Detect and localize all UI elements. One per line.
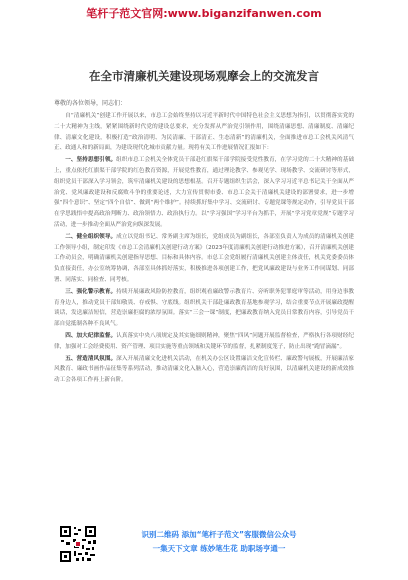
section-paragraph xyxy=(54,331,354,353)
site-header: 笔杆子范文官网:www.biganzifanwen.com xyxy=(86,7,322,20)
section-paragraph xyxy=(54,354,354,386)
section-text: 深入开展清廉文化进机关活动，在机关办公区设置廉洁文化宣传栏、廉政警句展板，开展廉洁家风教育、廉政书画作品征集等系列活动，推动清廉文化入脑入心，营造崇廉尚洁的良好氛围，以清廉机关建设的新成效推动工会各项工作再上新台阶。 xyxy=(54,355,354,384)
section-heading: 五、营造清风氛围。 xyxy=(65,355,117,362)
footer-text xyxy=(104,528,334,556)
document-page xyxy=(54,44,354,499)
document-title: 在全市清廉机关建设现场观摩会上的交流发言 xyxy=(89,69,319,83)
section-paragraph xyxy=(54,155,354,231)
footer-line-2: 一集天下文章 练妙笔生花 助职场亨通一 xyxy=(152,544,286,553)
salutation: 尊敬的各位领导，同志们： xyxy=(54,100,127,107)
section-heading: 一、坚持思想引领。 xyxy=(65,157,117,164)
section-text: 持续开展廉政风险防控教育，组织观看廉政警示教育片、旁听职务犯罪庭审等活动，用身边事教育身边人，推动党员干部知敬畏、存戒惧、守底线。组织机关干部赴廉政教育基地参观学习，结合重要节点开展廉政提醒谈话，发送廉洁短信，营造崇廉拒腐的浓厚氛围。落实“三会一课”制度，把廉政教育纳入党员日常教育内容，引导党员干部自觉抵制各种不良风气。 xyxy=(54,288,354,328)
section-heading: 二、健全组织领导。 xyxy=(65,233,117,240)
section-paragraph xyxy=(54,232,354,286)
footer-banner xyxy=(0,520,408,570)
section-heading: 四、加大纪律监督。 xyxy=(65,332,117,339)
qr-code-icon[interactable] xyxy=(58,524,98,564)
section-text: 成立以党组书记、常务副主席为组长，党组成员为副组长，各部室负责人为成员的清廉机关创建工作领导小组，制定印发《市总工会清廉机关创建行动方案》（2023年度清廉机关创建行动推进方案），召开清廉机关创建工作动员会，明确清廉机关创建指导思想、目标和具体内容。市总工会党组履行清廉机关创建主体责任，机关党委委员体负直接责任，办公室统筹协调，各部室具体抓好落实，积极推进各项创建工作，把党风廉政建设与业务工作同谋划、同部署、同落实、同检查、同考核。 xyxy=(54,233,354,283)
intro-paragraph: 自“清廉机关”创建工作开展以来，市总工会始终坚持以习近平新时代中国特色社会主义思想为指引，以贯彻落实党的二十大精神为主线，紧紧围绕新时代党的建设总要求，充分发挥从严治党引领作用，围绕清廉思想、清廉制度、清廉纪律、清廉文化建设，积极打造“政治清明、为民清廉、干部清正、生态清新”的清廉机关，全面推进市总工会机关风清气正、政通人和的新局面，为建设现代化城市贡献力量。现将有关工作进展情况汇报如下： xyxy=(54,113,354,152)
footer-line-1: 识别二维码 添加“笔杆子范文”客服微信公众号 xyxy=(141,530,297,539)
section-paragraph xyxy=(54,287,354,330)
section-text: 认真落实中央八项规定及其实施细则精神，聚焦“四风”问题开展监督检查，严格执行各项财经纪律，加强对工会经费使用、资产管理、项目实施等重点领域和关键环节的监督，扎紧制度笼子，防止出现“跑冒滴漏”。 xyxy=(54,332,354,350)
section-text: 组织市总工会机关全体党员干部赴红旗渠干部学院接受党性教育，在学习党的二十大精神的基础上，重点依托红旗渠干部学院的红色教育资源，开展党性教育，通过理论教学、参观见学、现场教学、交流研讨等形式，组织党员干部深入学习领会，筑牢清廉机关建设的思想根基。召开专题组织生活会，深入学习习近平总书记关于全面从严治党、党风廉政建设和反腐败斗争的重要论述，大力宣传贯彻市委、市总工会关于清廉机关建设的部署要求，进一步增强“四个意识”、坚定“四个自信”、做到“两个维护”。持续抓好集中学习、交流研讨、专题党课等规定动作，引导党员干部在学思践悟中提高政治判断力、政治领悟力、政治执行力。以“学习强国”学习平台为抓手，开展“学习党章党规”专题学习活动，进一步推动全面从严治党向纵深发展。 xyxy=(54,157,354,228)
section-heading: 三、强化警示教育。 xyxy=(65,288,117,295)
